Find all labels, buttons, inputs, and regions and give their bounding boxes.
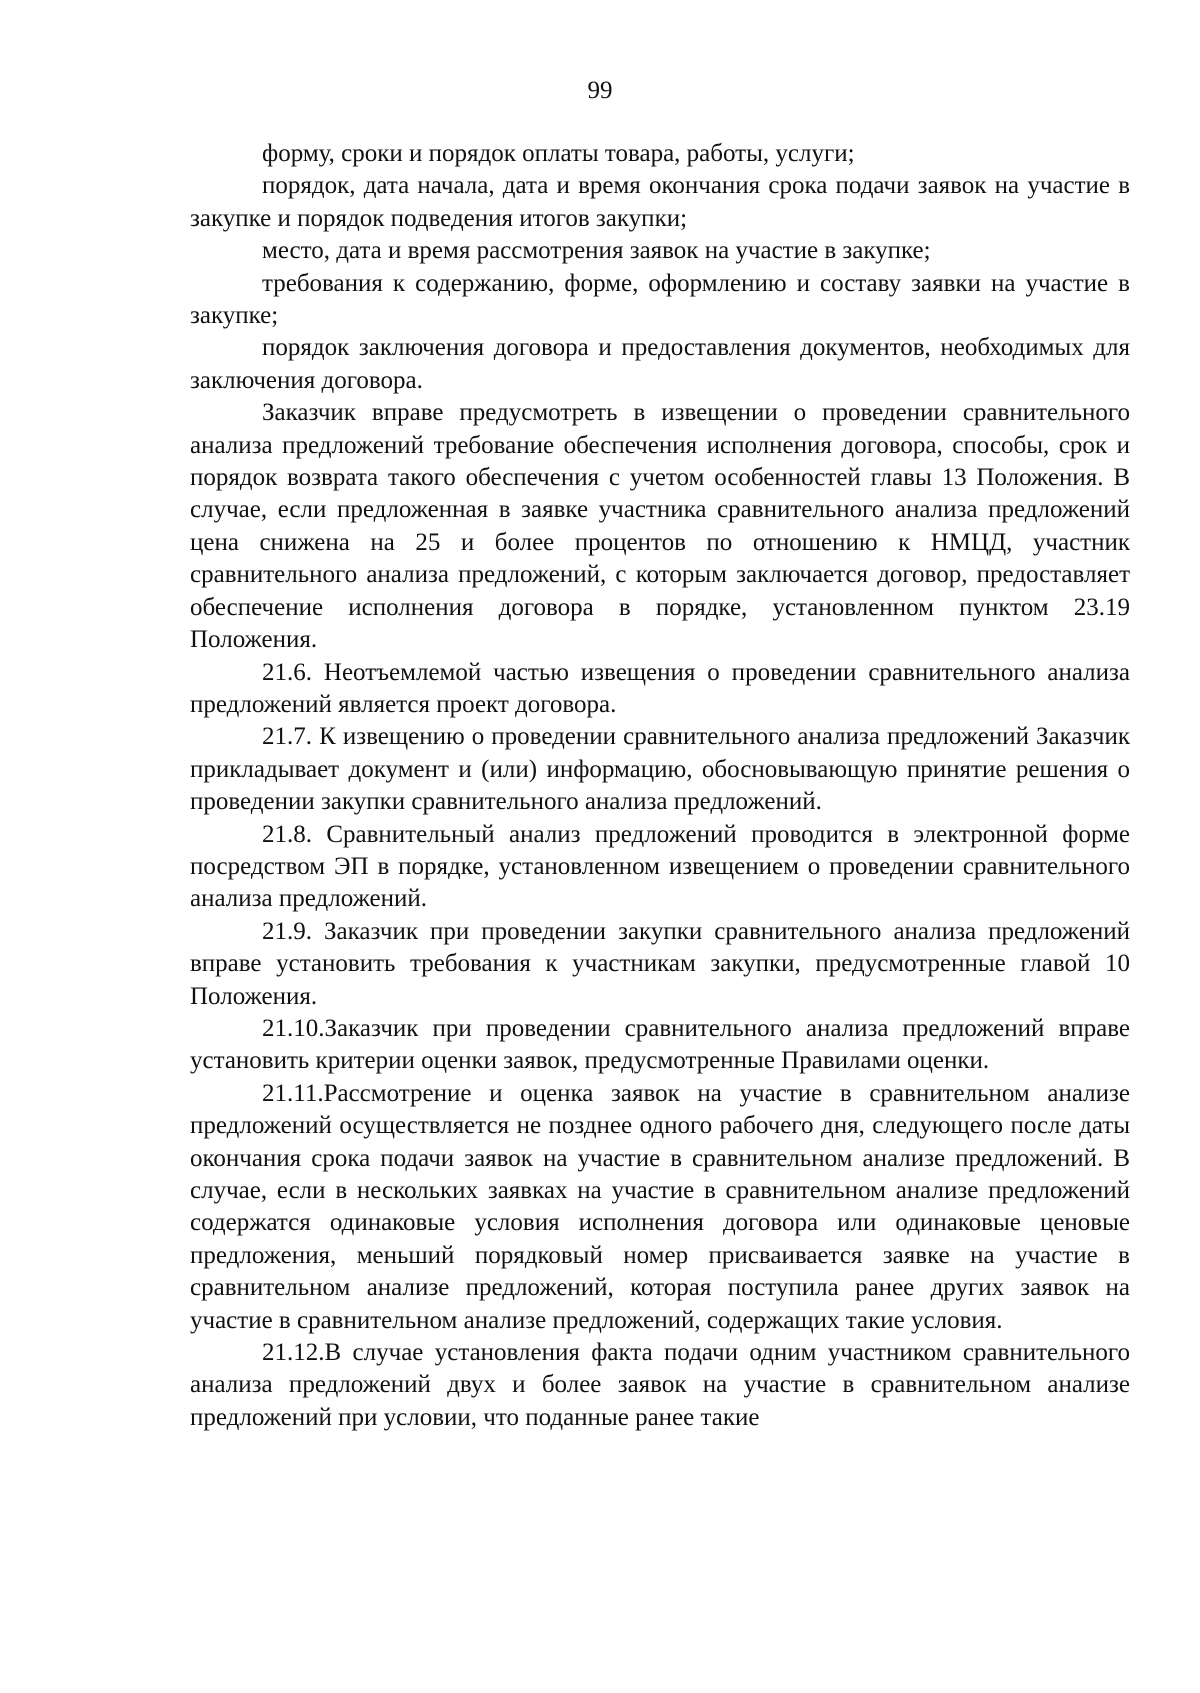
paragraph-21-8: 21.8. Сравнительный анализ предложений проводится в электронной форме посредством ЭП в порядке, установленном извещением о проведении сравнительного анализа предложений.: [190, 820, 1130, 913]
paragraph-application-requirements: требования к содержанию, форме, оформлению и составу заявки на участие в закупке;: [190, 269, 1130, 330]
document-body: [190, 138, 1130, 1434]
paragraph-payment-terms: форму, сроки и порядок оплаты товара, работы, услуги;: [262, 140, 855, 167]
page-number: 99: [587, 77, 613, 104]
paragraph-21-6: 21.6. Неотъемлемой частью извещения о проведении сравнительного анализа предложений является проект договора.: [190, 658, 1130, 718]
paragraph-contract-security: Заказчик вправе предусмотреть в извещении о проведении сравнительного анализа предложений требование обеспечения исполнения договора, способы, срок и порядок возврата такого обеспечения с учетом особенностей главы 13 Положения. В случае, если предложенная в заявке участника сравнительного анализа предложений цена снижена на 25 и более процентов по отношению к НМЦД, участник сравнительного анализа предложений, с которым заключается договор, предоставляет обеспечение исполнения договора в порядке, установленном пунктом 23.19 Положения.: [190, 399, 1130, 654]
paragraph-21-10: 21.10.Заказчик при проведении сравнительного анализа предложений вправе установить критерии оценки заявок, предусмотренные Правилами оценки.: [190, 1014, 1130, 1075]
paragraph-application-dates: порядок, дата начала, дата и время окончания срока подачи заявок на участие в закупке и порядок подведения итогов закупки;: [190, 172, 1130, 232]
paragraph-21-11: 21.11.Рассмотрение и оценка заявок на участие в сравнительном анализе предложений осуществляется не позднее одного рабочего дня, следующего после даты окончания срока подачи заявок на участие в сравнительном анализе предложений. В случае, если в нескольких заявках на участие в сравнительном анализе предложений содержатся одинаковые условия исполнения договора или одинаковые ценовые предложения, меньший порядковый номер присваивается заявке на участие в сравнительном анализе предложений, которая поступила ранее других заявок на участие в сравнительном анализе предложений, содержащих такие условия.: [190, 1079, 1130, 1334]
paragraph-21-12: 21.12.В случае установления факта подачи одним участником сравнительного анализа предложений двух и более заявок на участие в сравнительном анализе предложений при условии, что поданные ранее такие: [190, 1339, 1130, 1431]
paragraph-review-place: место, дата и время рассмотрения заявок на участие в закупке;: [262, 237, 931, 265]
paragraph-21-7: 21.7. К извещению о проведении сравнительного анализа предложений Заказчик прикладывает документ и (или) информацию, обосновывающую принятие решения о проведении закупки сравнительного анализа предложений.: [190, 723, 1130, 816]
paragraph-contract-procedure: порядок заключения договора и предоставления документов, необходимых для заключения договора.: [190, 334, 1130, 394]
paragraph-21-9: 21.9. Заказчик при проведении закупки сравнительного анализа предложений вправе установить требования к участникам закупки, предусмотренные главой 10 Положения.: [190, 917, 1130, 1010]
